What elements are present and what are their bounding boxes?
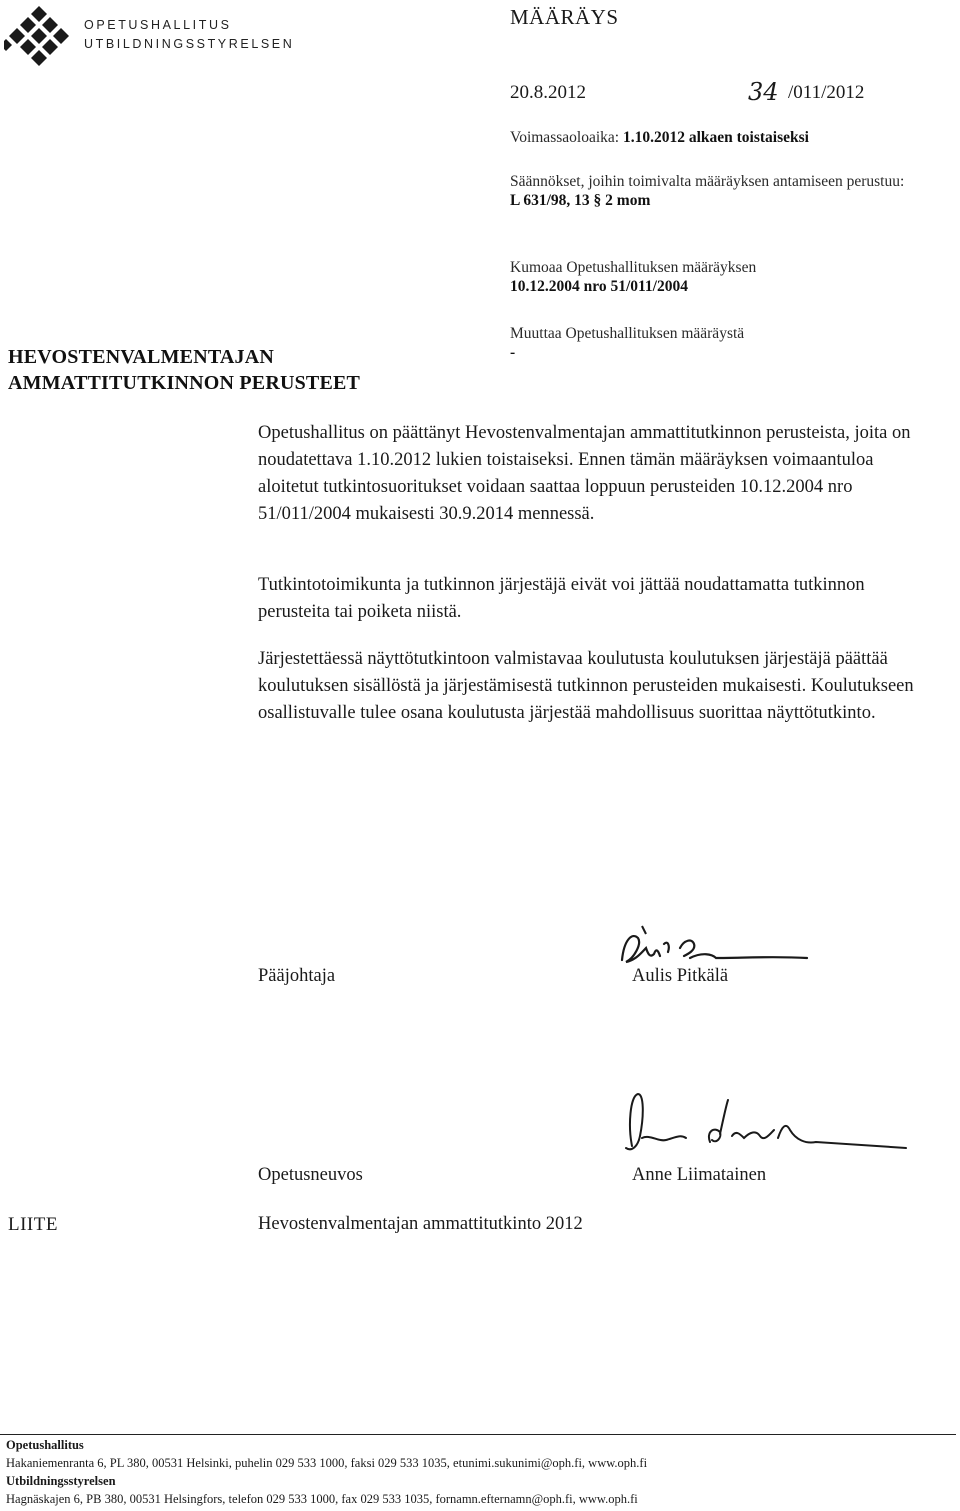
validity-label: Voimassaoloaika: xyxy=(510,129,623,146)
footer-address-sv: Hagnäskajen 6, PB 380, 00531 Helsingfors, telefon 029 533 1000, fax 029 533 1035, fornamn.efternamn@oph.fi, www.oph.fi xyxy=(6,1492,638,1506)
org-name-fi: OPETUSHALLITUS xyxy=(84,18,232,32)
legal-basis xyxy=(510,172,930,210)
repeals-value: 10.12.2004 nro 51/011/2004 xyxy=(510,278,688,295)
org-name-sv: UTBILDNINGSSTYRELSEN xyxy=(84,37,295,51)
amends-label: Muuttaa Opetushallituksen määräystä xyxy=(510,325,745,342)
footer-org-sv: Utbildningsstyrelsen xyxy=(6,1474,116,1488)
repeals-section xyxy=(510,258,930,296)
body-paragraph-2: Tutkintotoimikunta ja tutkinnon järjestäjä eivät voi jättää noudattamatta tutkinnon perusteita tai poiketa niistä. xyxy=(258,575,865,622)
signatory-2-title: Opetusneuvos xyxy=(258,1165,363,1185)
logo-icon xyxy=(4,4,74,74)
body-paragraph-1: Opetushallitus on päättänyt Hevostenvalmentajan ammattitutkinnon perusteista, joita on noudatettava 1.10.2012 lukien toistaiseksi. Ennen tämän määräyksen voimaantuloa aloitetut tutkintosuoritukset voidaan saattaa loppuun perusteiden 10.12.2004 nro 51/011/2004 mukaisesti 30.9.2014 mennessä. xyxy=(258,423,911,524)
document-title xyxy=(8,344,360,396)
validity-period xyxy=(510,128,930,147)
document-number-handwritten: 34 xyxy=(748,78,779,106)
basis-label: Säännökset, joihin toimivalta määräyksen antamiseen perustuu: xyxy=(510,173,905,190)
repeals-label: Kumoaa Opetushallituksen määräyksen xyxy=(510,259,757,276)
annex-text: Hevostenvalmentajan ammattitutkinto 2012 xyxy=(258,1214,583,1234)
document-type: MÄÄRÄYS xyxy=(510,5,619,29)
annex-label: LIITE xyxy=(8,1214,58,1235)
amends-value: - xyxy=(510,344,516,361)
title-line-1: HEVOSTENVALMENTAJAN xyxy=(8,346,275,368)
signatory-2-name: Anne Liimatainen xyxy=(632,1165,767,1185)
signatory-1-name: Aulis Pitkälä xyxy=(632,966,729,986)
title-line-2: AMMATTITUTKINNON PERUSTEET xyxy=(8,372,361,394)
signature-scrawl-2 xyxy=(610,1086,910,1166)
footer-divider xyxy=(0,1434,956,1435)
footer-org-fi: Opetushallitus xyxy=(6,1438,84,1452)
document-date: 20.8.2012 xyxy=(510,82,586,103)
document-number-suffix: /011/2012 xyxy=(788,82,865,103)
footer-address-fi: Hakaniemenranta 6, PL 380, 00531 Helsinki, puhelin 029 533 1000, faksi 029 533 1035, etunimi.sukunimi@oph.fi, www.oph.fi xyxy=(6,1456,648,1470)
amends-section xyxy=(510,324,930,362)
signatory-1-title: Pääjohtaja xyxy=(258,966,336,986)
validity-value: 1.10.2012 alkaen toistaiseksi xyxy=(622,129,809,146)
basis-value: L 631/98, 13 § 2 mom xyxy=(510,192,651,209)
body-paragraph-3: Järjestettäessä näyttötutkintoon valmistavaa koulutusta koulutuksen järjestäjä päättää koulutuksen sisällöstä ja järjestämisestä tutkinnon perusteiden mukaisesti. Koulutukseen osallistuvalle tulee osana koulutusta järjestää mahdollisuus suorittaa näyttötutkinto. xyxy=(258,649,914,723)
